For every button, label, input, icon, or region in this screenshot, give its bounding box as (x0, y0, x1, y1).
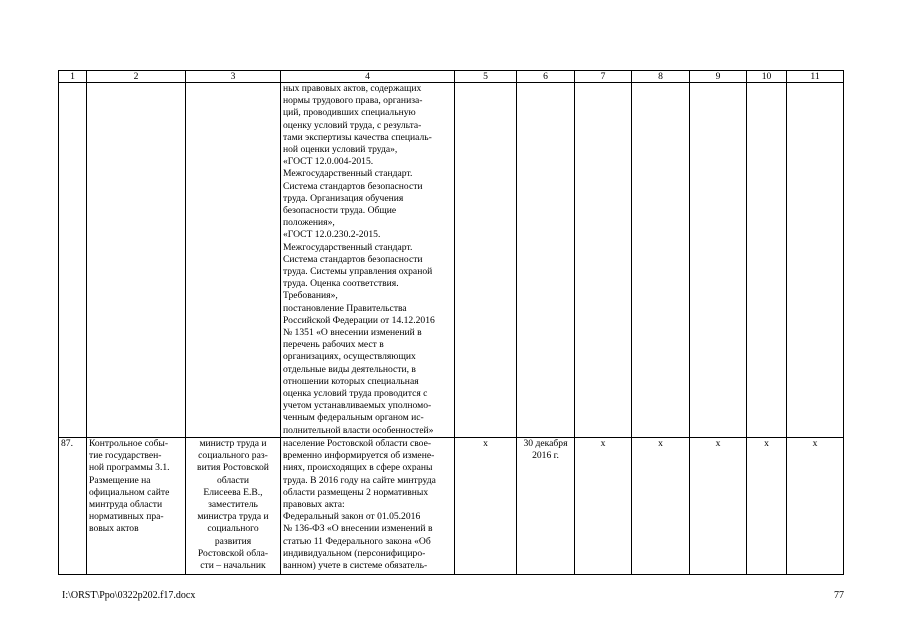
col-number-10: 10 (747, 71, 787, 83)
col-number-5: 5 (455, 71, 517, 83)
continuation-text: ных правовых актов, содержащих нормы трудового права, организа- ций, проводивших специальную оценку условий труда, с результа- тами экспертизы качества специаль- ной оценки условий труда», «ГОСТ 12.0.004-2015. Межгосударственный стандарт. Система стандартов безопасности труда. Организация обучения безопасности труда. Общие положения», «ГОСТ 12.0.230.2-2015. Межгосударственный стандарт. Система стандартов безопасности труда. Системы управления охраной труда. Оценка соответствия. Требования», постановление Правительства Российской Федерации от 14.12.2016 № 1351 «О внесении изменений в перечень рабочих мест в организациях, осуществляющих отдельные виды деятельности, в отношении которых специальная оценка условий труда проводится с учетом устанавливаемых уполномо- ченным федеральным органом ис- полнительной власти особенностей» (281, 83, 455, 438)
col-number-3: 3 (186, 71, 281, 83)
col10-value: х (747, 437, 787, 574)
col7-value: х (575, 437, 632, 574)
col5-value: х (455, 437, 517, 574)
col-number-1: 1 (59, 71, 87, 83)
col-number-11: 11 (787, 71, 844, 83)
responsible-person: министр труда и социального раз- вития Ростовской области Елисеева Е.В., заместитель министра труда и социального развития Ростовской обла- сти – начальник (197, 437, 269, 571)
col-number-4: 4 (281, 71, 455, 83)
col9-value: х (690, 437, 747, 574)
event-name: Контрольное собы- тие государствен- ной программы 3.1. Размещение на официальном сайте минтруда области нормативных пра- вовых актов (89, 437, 170, 535)
col-number-7: 7 (575, 71, 632, 83)
file-path: I:\ORST\Ppo\0322p202.f17.docx (62, 590, 196, 601)
col11-value: х (787, 437, 844, 574)
result-description: население Ростовской области свое- временно информируется об измене- ниях, происходящих в сфере охраны труда. В 2016 году на сайте минтруда области размещены 2 нормативных правовых акта: Федеральный закон от 01.05.2016 № 136-ФЗ «О внесении изменений в статью 11 Федерального закона «Об индивидуальном (персонифициро- ванном) учете в системе обязатель- (283, 437, 436, 571)
col8-value: х (632, 437, 690, 574)
page-number: 77 (834, 590, 844, 601)
column-number-row (59, 71, 844, 83)
col-number-2: 2 (87, 71, 186, 83)
row-number: 87. (59, 437, 87, 574)
plan-table (58, 70, 844, 575)
deadline-date: 30 декабря 2016 г. (517, 437, 575, 574)
continuation-row (59, 83, 844, 438)
col-number-8: 8 (632, 71, 690, 83)
table-row (59, 437, 844, 574)
col-number-6: 6 (517, 71, 575, 83)
col-number-9: 9 (690, 71, 747, 83)
